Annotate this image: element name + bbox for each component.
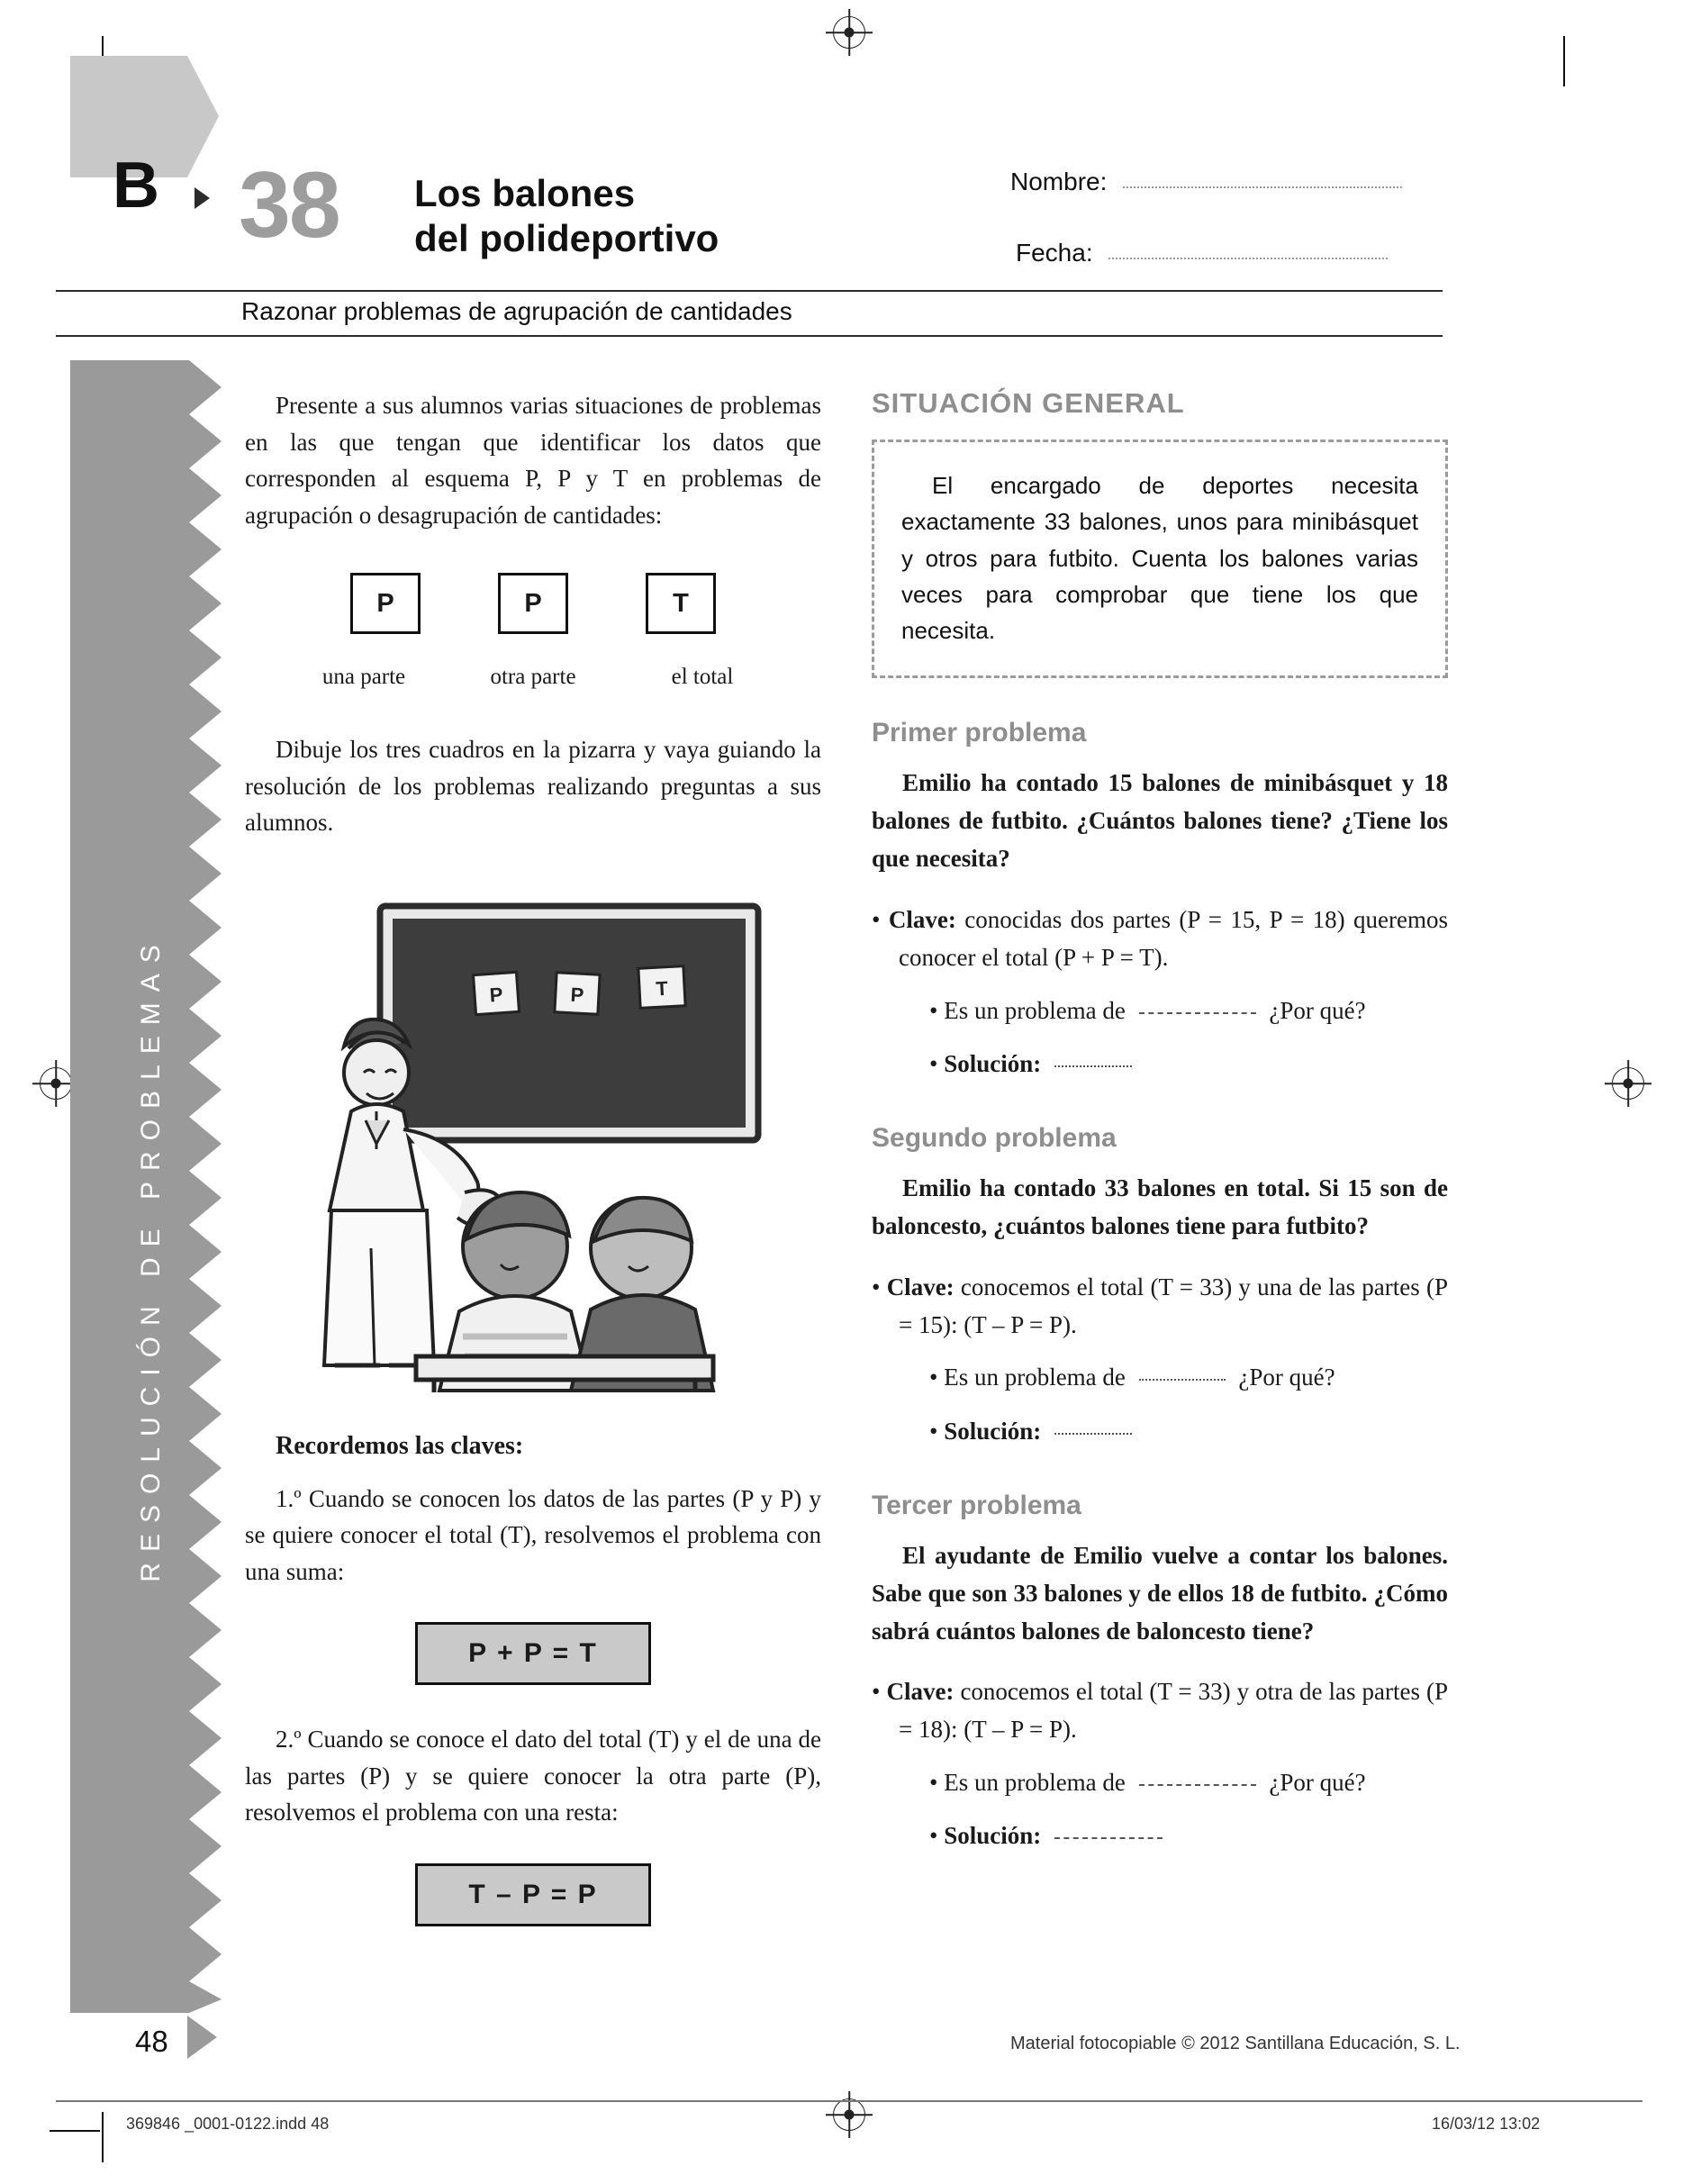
registration-mark-right <box>1612 1067 1644 1100</box>
registration-mark-left <box>40 1067 72 1100</box>
problem-1-solution-blank[interactable] <box>1054 1065 1132 1067</box>
problem-2-line2-label: Solución: <box>944 1417 1042 1445</box>
clave-2-text: 2.º Cuando se conoce el dato del total (T) y el de una de las partes (P) y se quiere conocer la otra parte (P), resolvemos el problema con una resta: <box>245 1726 821 1826</box>
scheme-label-t: el total <box>671 665 734 689</box>
problem-3-line1 <box>929 1763 1448 1802</box>
unit-number: 38 <box>239 153 339 258</box>
name-label: Nombre: <box>1010 168 1108 195</box>
side-band-zigzag <box>189 360 222 2013</box>
registration-mark-bottom <box>833 2098 865 2131</box>
problem-1-line1-label: Es un problema de <box>944 996 1126 1024</box>
problem-1-line2-label: Solución: <box>944 1049 1042 1077</box>
problem-1-clave-text: conocidas dos partes (P = 15, P = 18) queremos conocer el total (P + P = T). <box>899 906 1448 971</box>
problem-1-line1-blank[interactable] <box>1139 1011 1256 1014</box>
problem-1-heading: Primer problema <box>872 718 1087 748</box>
footer-band-arrow <box>187 2016 217 2059</box>
bullet-icon: • <box>929 996 938 1024</box>
after-boxes-paragraph: Dibuje los tres cuadros en la pizarra y vaya guiando la resolución de los problemas realizando preguntas a sus alumnos. <box>245 736 821 836</box>
header-divider-bottom <box>56 335 1443 337</box>
claves-heading: Recordemos las claves: <box>276 1431 524 1460</box>
problem-1-line2 <box>929 1045 1448 1083</box>
page-title-line1: Los balones <box>414 172 636 214</box>
date-input[interactable] <box>1108 257 1388 259</box>
side-band-label: RESOLUCIÓN DE PROBLEMAS <box>136 934 166 1582</box>
triangle-marker-icon <box>195 187 210 209</box>
problem-1-line1-tail: ¿Por qué? <box>1269 996 1366 1024</box>
bullet-icon: • <box>872 1273 881 1300</box>
svg-text:P: P <box>569 983 584 1006</box>
date-label: Fecha: <box>1016 239 1093 267</box>
bullet-icon: • <box>929 1769 938 1797</box>
problem-3-line2 <box>929 1817 1448 1855</box>
problem-3-line1-tail: ¿Por qué? <box>1269 1769 1366 1797</box>
problem-3-clave-label: Clave: <box>886 1678 955 1706</box>
left-column <box>245 387 821 1926</box>
crop-mark-left-h <box>50 2130 100 2132</box>
scheme-box-p1: P <box>350 573 421 634</box>
problem-2-line1-tail: ¿Por qué? <box>1238 1364 1335 1391</box>
situacion-general-heading: SITUACIÓN GENERAL <box>872 387 1185 419</box>
copyright-notice: Material fotocopiable © 2012 Santillana Educación, S. L. <box>1010 2034 1461 2053</box>
problem-2-clave-text: conocemos el total (T = 33) y una de las partes (P = 15): (T – P = P). <box>899 1273 1449 1338</box>
situacion-general-text: El encargado de deportes necesita exactamente 33 balones, unos para minibásquet y otros para futbito. Cuenta los balones varias veces para comprobar que tiene los que necesita. <box>901 472 1418 645</box>
problem-2-line1-label: Es un problema de <box>944 1364 1126 1391</box>
bullet-icon: • <box>872 906 881 934</box>
problem-3-clave-text: conocemos el total (T = 33) y otra de las partes (P = 18): (T – P = P). <box>899 1678 1449 1744</box>
bullet-icon: • <box>929 1049 938 1077</box>
problem-2-clave <box>872 1269 1448 1345</box>
scheme-label-p1: una parte <box>321 665 406 689</box>
problem-2-clave-label: Clave: <box>886 1273 955 1300</box>
problem-3-line1-label: Es un problema de <box>944 1769 1126 1797</box>
problem-3-clave <box>872 1673 1448 1749</box>
problem-3-solution-blank[interactable] <box>1054 1836 1163 1839</box>
problem-2-heading: Segundo problema <box>872 1123 1117 1154</box>
classroom-illustration-svg <box>281 888 785 1392</box>
right-column <box>872 387 1448 1855</box>
bullet-icon: • <box>872 1678 881 1706</box>
problem-2-statement: Emilio ha contado 33 balones en total. Si 15 son de baloncesto, ¿cuántos balones tiene para futbito? <box>872 1174 1448 1239</box>
problem-1-clave <box>872 902 1448 977</box>
scheme-box-p2: P <box>498 573 568 634</box>
svg-text:T: T <box>655 976 669 1000</box>
problem-2-solution-blank[interactable] <box>1054 1432 1132 1435</box>
scheme-box-labels <box>245 665 821 690</box>
intro-paragraph: Presente a sus alumnos varias situaciones de problemas en las que tengan que identificar los datos que corresponden al esquema P, P y T en problemas de agrupación o desagrupación de cantidades: <box>245 392 821 529</box>
problem-3-heading: Tercer problema <box>872 1490 1081 1520</box>
page-title <box>414 171 719 260</box>
scheme-label-p2: otra parte <box>490 665 576 689</box>
name-field-row <box>1010 168 1402 196</box>
problem-1-clave-label: Clave: <box>888 906 956 934</box>
bullet-icon: • <box>929 1417 938 1445</box>
side-band-text-wrap <box>70 360 189 2013</box>
crop-mark-top-right-v <box>1563 36 1565 86</box>
name-input[interactable] <box>1123 186 1402 188</box>
registration-mark-top <box>833 16 865 49</box>
page-title-line2: del polideportivo <box>414 216 719 259</box>
scheme-boxes <box>245 573 821 634</box>
section-letter: B <box>113 150 159 222</box>
footer-file-reference: 369846 _0001-0122.indd 48 <box>126 2115 330 2133</box>
page-number: 48 <box>135 2025 168 2058</box>
problem-3-statement: El ayudante de Emilio vuelve a contar los balones. Sabe que son 33 balones y de ellos 18 de futbito. ¿Cómo sabrá cuántos balones de baloncesto tiene? <box>872 1541 1448 1645</box>
problem-2-line1 <box>929 1358 1448 1397</box>
problem-2-line1-blank[interactable] <box>1139 1378 1226 1381</box>
clave-1-text: 1.º Cuando se conocen los datos de las partes (P y P) y se quiere conocer el total (T), resolvemos el problema con una suma: <box>245 1484 821 1585</box>
problem-3-line1-blank[interactable] <box>1139 1783 1256 1786</box>
problem-2-line2 <box>929 1412 1448 1451</box>
page-subtitle: Razonar problemas de agrupación de cantidades <box>241 297 792 325</box>
bullet-icon: • <box>929 1364 938 1391</box>
header-arrow <box>187 56 219 177</box>
problem-3-line2-label: Solución: <box>944 1822 1042 1850</box>
formula-suma: P + P = T <box>415 1622 651 1685</box>
formula-resta: T – P = P <box>415 1863 651 1926</box>
problem-1-line1 <box>929 992 1448 1030</box>
problem-1-statement: Emilio ha contado 15 balones de minibásquet y 18 balones de futbito. ¿Cuántos balones tiene? ¿Tiene los que necesita? <box>872 769 1448 873</box>
header-divider-top <box>56 290 1443 292</box>
svg-text:P: P <box>488 983 504 1006</box>
situacion-general-box <box>872 440 1448 678</box>
classroom-illustration <box>281 888 785 1392</box>
footer-divider <box>56 2100 1642 2102</box>
bullet-icon: • <box>929 1822 938 1850</box>
date-field-row <box>1016 239 1388 267</box>
footer-timestamp: 16/03/12 13:02 <box>1432 2115 1541 2133</box>
crop-mark-bottom-left-v <box>102 2112 104 2162</box>
scheme-box-t: T <box>646 573 716 634</box>
